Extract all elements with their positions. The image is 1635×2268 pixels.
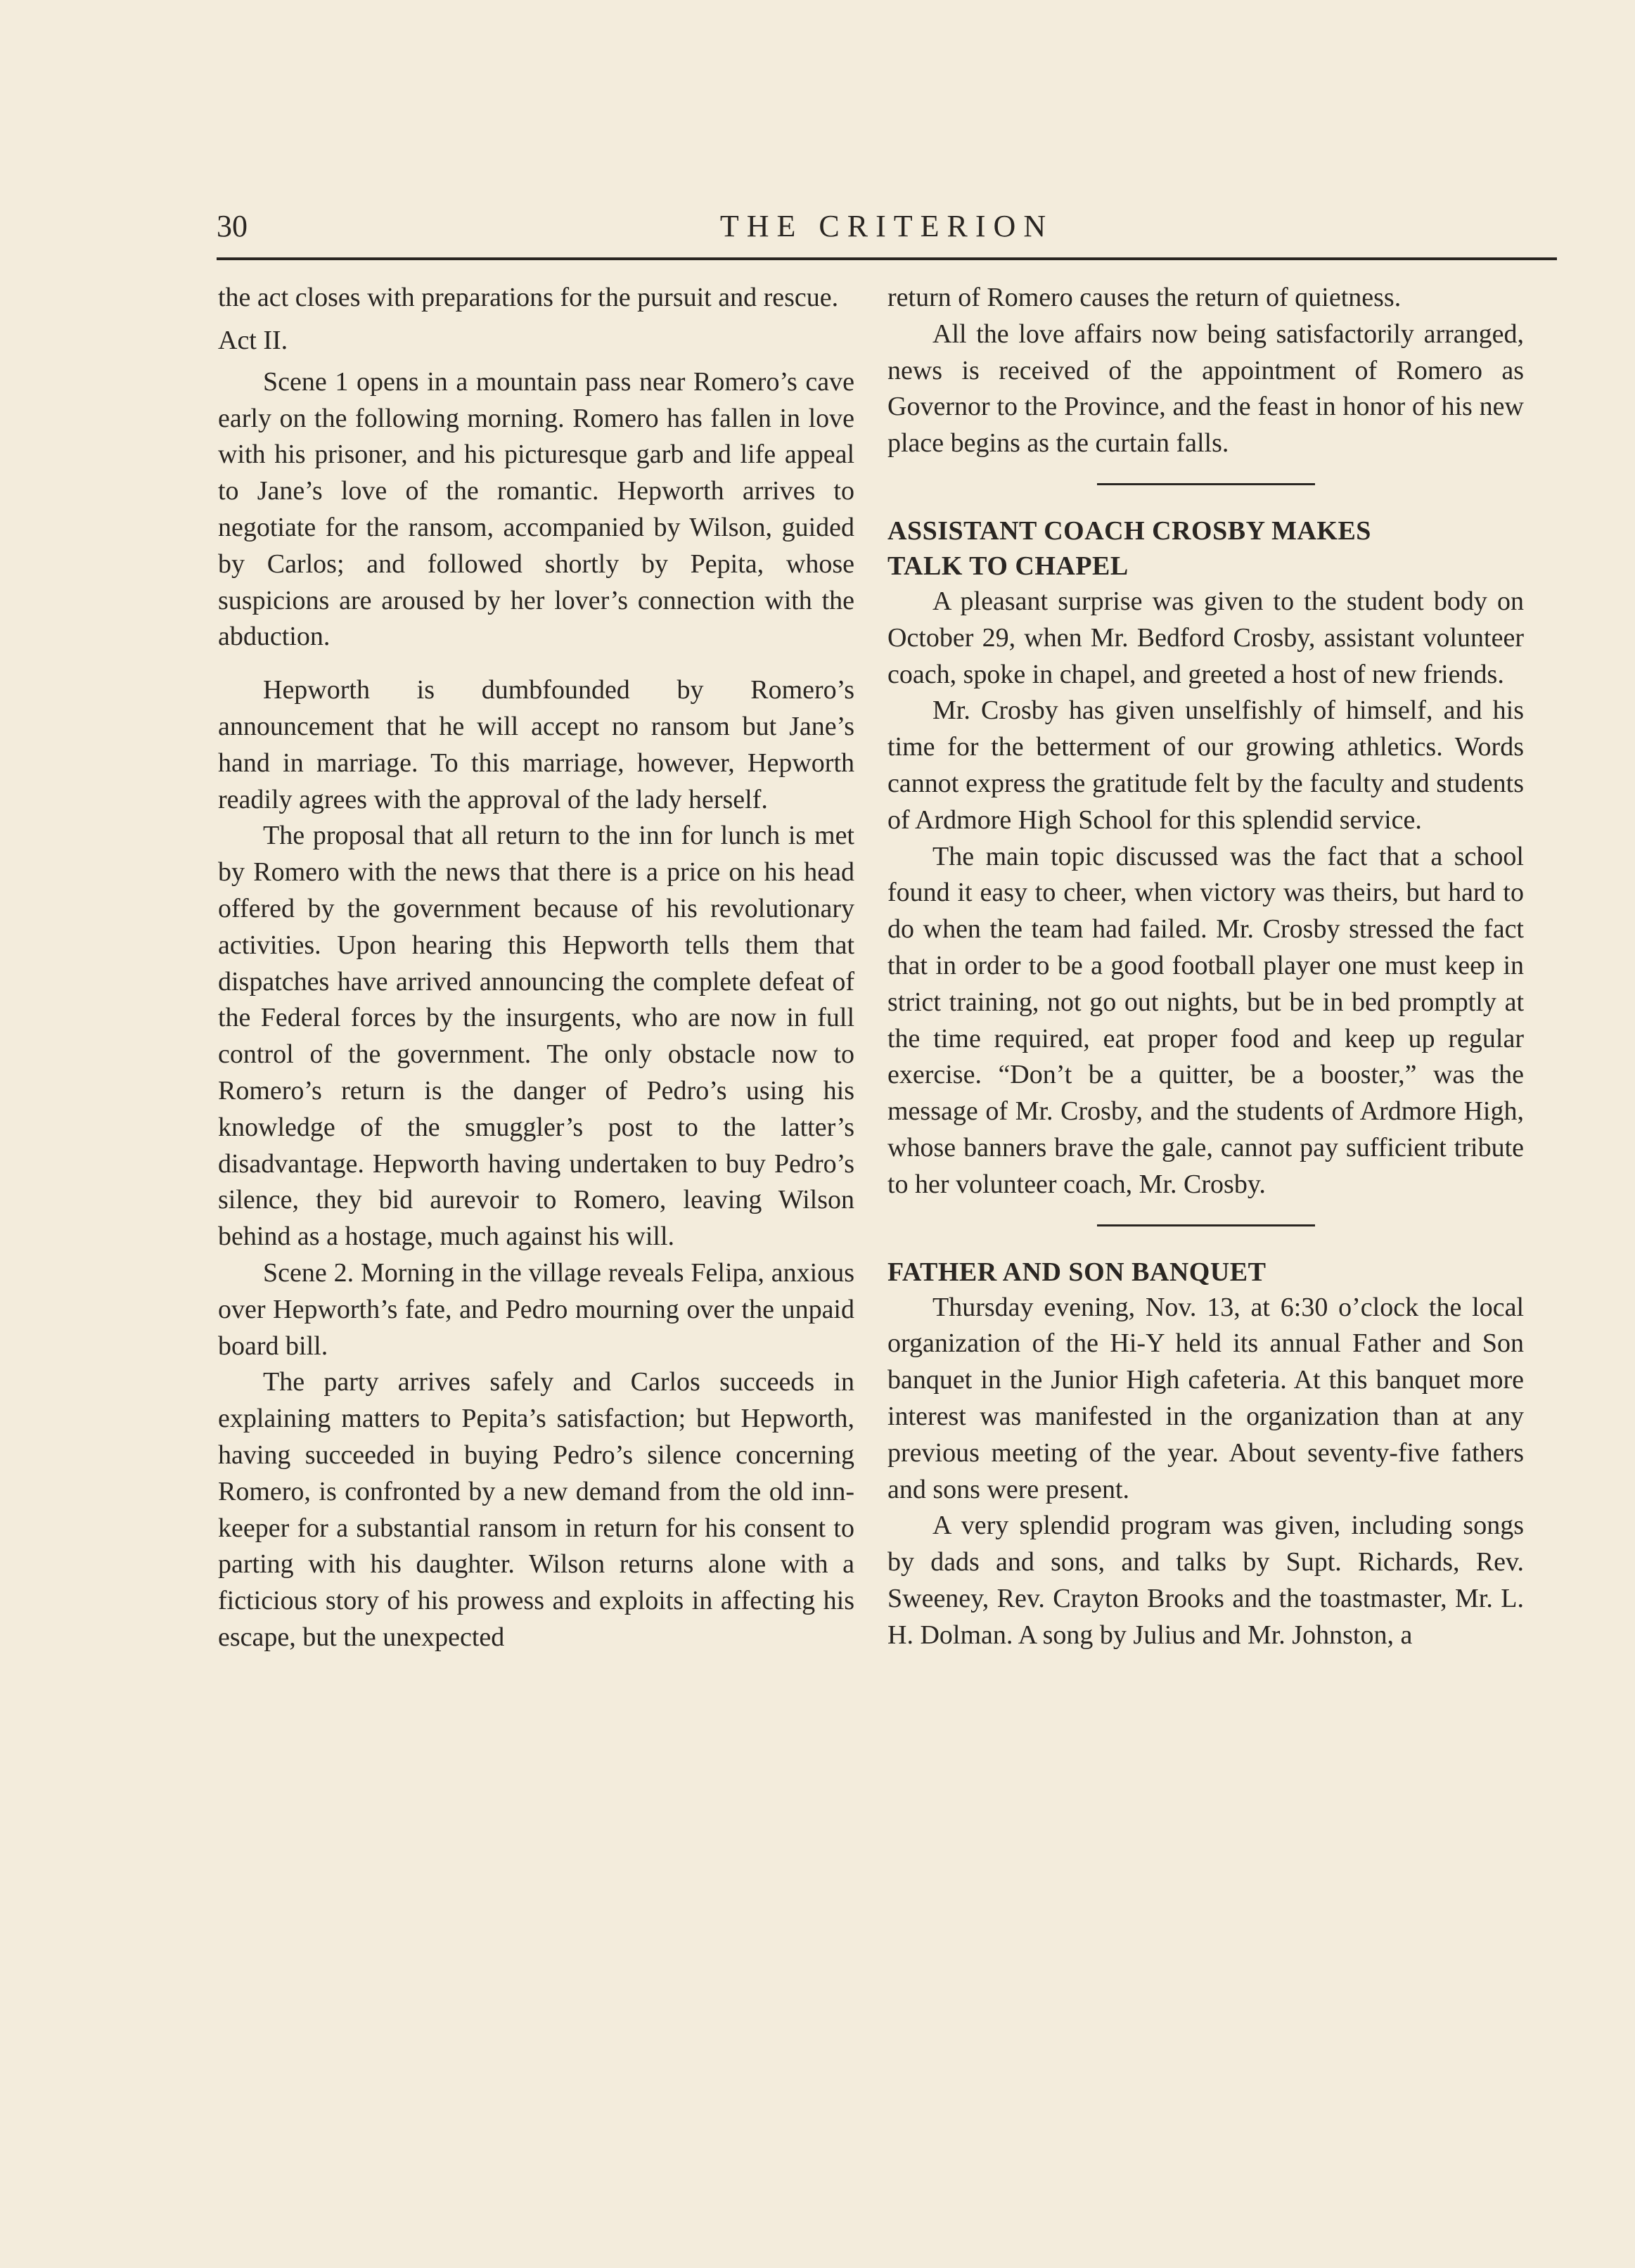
running-title: THE CRITERION — [719, 209, 1054, 243]
paragraph: The main topic discussed was the fact that a school found it easy to cheer, when victory was theirs, but hard to do when the team had failed. Mr. Crosby stressed the fact that in order to be a good football player one must keep in strict training, not go out nights, but be in bed promptly at the time required, eat proper food and keep up regular exercise. “Don’t be a quitter, be a booster,” was the message of Mr. Crosby, and the students of Ardmore High, whose banners brave the gale, cannot pay sufficient tribute to her volunteer coach, Mr. Crosby. — [887, 841, 1524, 1199]
paragraph: The proposal that all return to the inn for lunch is met by Romero with the news that there is a price on his head offered by the government because of his revolutionary activities. Upon hearing this Hepworth tells them that dispatches have arrived announcing the complete defeat of the Federal forces by the insurgents, who are now in full control of the government. The only obstacle now to Romero’s return is the danger of Pedro’s using his knowledge of the smuggler’s post to the latter’s disadvantage. Hepworth having undertaken to buy Pedro’s silence, they bid aurevoir to Romero, leaving Wilson behind as a hostage, much against his will. — [218, 821, 854, 1252]
paragraph: Thursday evening, Nov. 13, at 6:30 o’clock the local organization of the Hi-Y held its annual Father and Son banquet in the Junior High cafeteria. At this banquet more interest was manifested in the organization than at any previous meeting of the year. About seventy-five fathers and sons were present. — [887, 1292, 1524, 1504]
paragraph: return of Romero causes the return of quietness. — [887, 283, 1402, 312]
section-divider — [1097, 1224, 1315, 1226]
section-divider — [1097, 483, 1315, 485]
paragraph: A pleasant surprise was given to the student body on October 29, when Mr. Bedford Crosby, assistant volunteer coach, spoke in chapel, and greeted a host of new friends. — [887, 586, 1524, 689]
paragraph: Scene 1 opens in a mountain pass near Romero’s cave early on the following morning. Romero has fallen in love with his prisoner, and his picturesque garb and life appeal to Jane’s love of the romantic. Hepworth arrives to negotiate for the ransom, accompanied by Wilson, guided by Carlos; and followed shortly by Pepita, whose suspicions are aroused by her lover’s connection with the abduction. — [218, 366, 854, 652]
left-column — [218, 280, 854, 1656]
page-number: 30 — [217, 209, 248, 243]
paragraph: All the love affairs now being satisfactorily arranged, news is received of the appointment of Romero as Governor to the Province, and the feast in honor of his new place begins as the curtain falls. — [887, 319, 1524, 459]
act-heading: Act II. — [218, 325, 288, 355]
paragraph: the act closes with preparations for the pursuit and rescue. — [218, 283, 839, 312]
header-rule — [217, 257, 1557, 260]
article-heading-line-1: ASSISTANT COACH CROSBY MAKES — [887, 515, 1371, 546]
paragraph: Mr. Crosby has given unselfishly of himself, and his time for the betterment of our growing athletics. Words cannot express the gratitude felt by the faculty and students of Ardmore High School for this splendid service. — [887, 696, 1524, 835]
paragraph: Hepworth is dumbfounded by Romero’s announcement that he will accept no ransom but Jane’s hand in marriage. To this marriage, however, Hepworth readily agrees with the approval of the lady herself. — [218, 675, 854, 814]
paragraph: A very splendid program was given, including songs by dads and sons, and talks by Supt. Richards, Rev. Sweeney, Rev. Crayton Brooks and the toastmaster, Mr. L. H. Dolman. A song by Julius and Mr. Johnston, a — [887, 1511, 1524, 1650]
paragraph: Scene 2. Morning in the village reveals Felipa, anxious over Hepworth’s fate, and Pedro mourning over the unpaid board bill. — [218, 1257, 854, 1361]
paragraph: The party arrives safely and Carlos succeeds in explaining matters to Pepita’s satisfaction; but Hepworth, having succeeded in buying Pedro’s silence concerning Romero, is confronted by a new demand from the old inn-keeper for a substantial ransom in return for his consent to parting with his daughter. Wilson returns alone with a ficticious story of his prowess and exploits in affecting his escape, but the unexpected — [218, 1367, 854, 1652]
right-column — [887, 280, 1524, 1654]
page-header — [217, 207, 1557, 256]
article-heading: FATHER AND SON BANQUET — [887, 1257, 1267, 1287]
article-heading-line-2: TALK TO CHAPEL — [887, 551, 1129, 581]
